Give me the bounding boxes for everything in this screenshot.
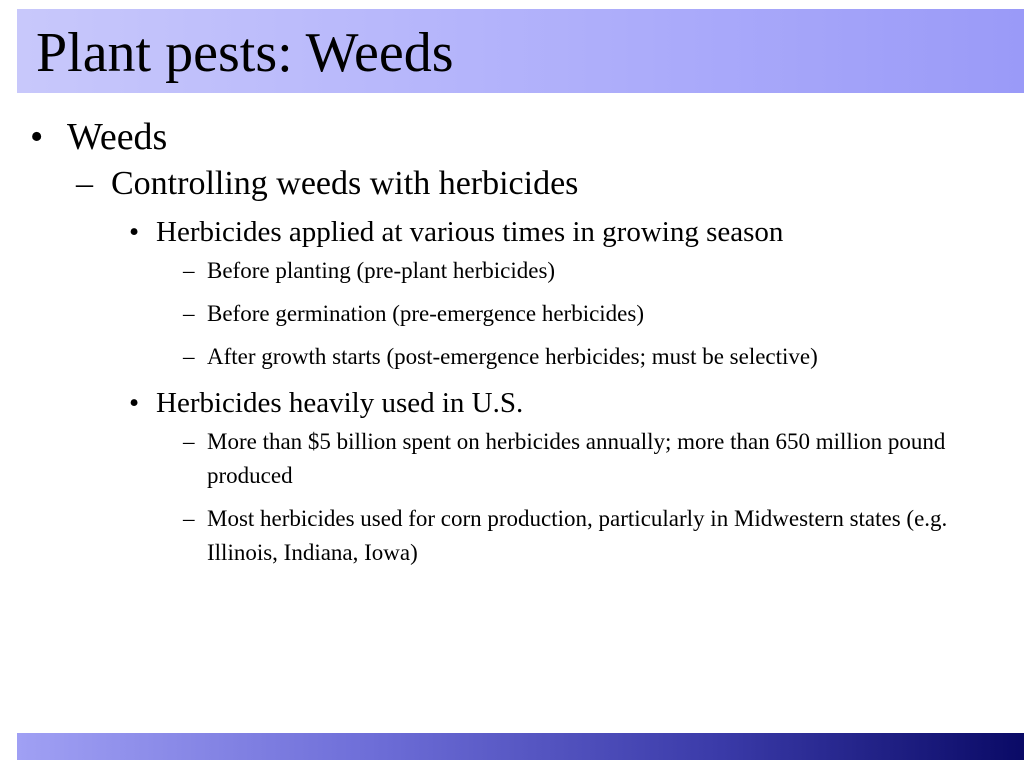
bullet-icon: •: [30, 116, 44, 158]
list-item: After growth starts (post-emergence herbicides; must be selective): [207, 344, 818, 369]
dash-icon: –: [183, 301, 195, 326]
dash-icon: –: [183, 344, 195, 369]
footer-bar: [17, 733, 1024, 760]
list-item: Most herbicides used for corn production, particularly in Midwestern states (e.g. Illinois, Indiana, Iowa): [207, 506, 948, 565]
bullet-heavily-used: Herbicides heavily used in U.S.: [156, 387, 524, 419]
bullet-icon: •: [129, 216, 140, 248]
dash-icon: –: [76, 165, 93, 202]
subbullet-controlling-weeds: Controlling weeds with herbicides: [111, 165, 579, 202]
dash-icon: –: [183, 429, 195, 454]
dash-icon: –: [183, 506, 195, 531]
list-item: Before germination (pre-emergence herbicides): [207, 301, 644, 326]
slide-title: Plant pests: Weeds: [36, 22, 454, 84]
list-item: More than $5 billion spent on herbicides annually; more than 650 million pound produced: [207, 429, 946, 488]
dash-icon: –: [183, 258, 195, 283]
list-item: Before planting (pre-plant herbicides): [207, 258, 556, 283]
bullet-weeds: Weeds: [67, 116, 168, 158]
bullet-icon: •: [129, 387, 140, 419]
bullet-applied-times: Herbicides applied at various times in growing season: [156, 216, 784, 248]
